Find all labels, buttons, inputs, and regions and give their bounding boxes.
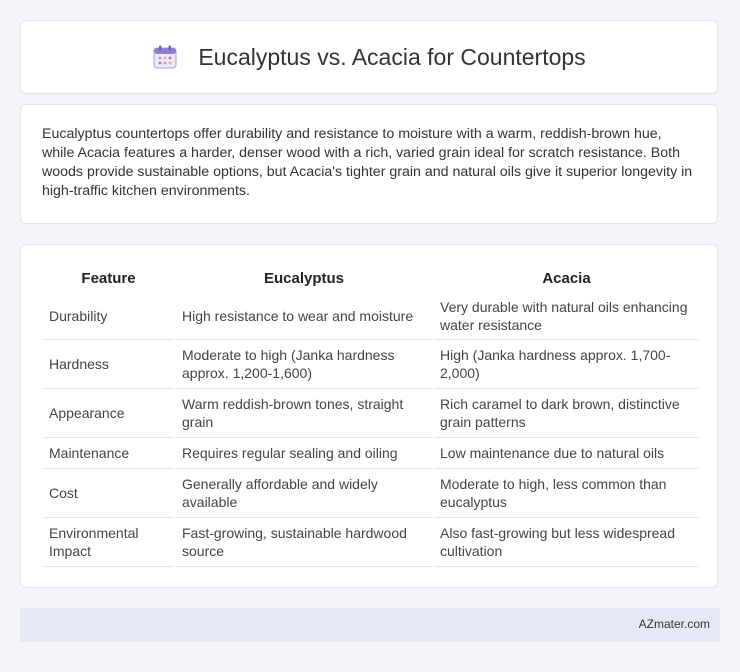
calendar-icon — [152, 44, 178, 70]
header-eucalyptus: Eucalyptus — [263, 270, 345, 287]
page-title: Eucalyptus vs. Acacia for Countertops — [198, 43, 586, 70]
title-card — [20, 20, 718, 94]
footer-bar — [20, 608, 720, 642]
table-row — [43, 389, 699, 438]
intro-card — [20, 104, 718, 224]
eucalyptus-cell: High resistance to wear and moisture — [176, 292, 432, 340]
header-feature: Feature — [81, 270, 136, 287]
feature-cell: Environmental Impact — [43, 518, 174, 567]
acacia-cell: High (Janka hardness approx. 1,700-2,000) — [434, 340, 699, 389]
footer-site-link[interactable]: AZmater.com — [638, 617, 710, 631]
eucalyptus-cell: Requires regular sealing and oiling — [176, 438, 432, 469]
table-row — [43, 469, 699, 518]
eucalyptus-cell: Moderate to high (Janka hardness approx. 1,200-1,600) — [176, 340, 432, 389]
table-row — [43, 292, 699, 340]
feature-cell: Maintenance — [43, 438, 174, 469]
table-row — [43, 340, 699, 389]
comparison-card — [20, 244, 718, 588]
acacia-cell: Rich caramel to dark brown, distinctive grain patterns — [434, 389, 699, 438]
table-header-row — [43, 265, 699, 292]
eucalyptus-cell: Warm reddish-brown tones, straight grain — [176, 389, 432, 438]
acacia-cell: Very durable with natural oils enhancing water resistance — [434, 292, 699, 340]
acacia-cell: Also fast-growing but less widespread cultivation — [434, 518, 699, 567]
table-row — [43, 518, 699, 567]
feature-cell: Durability — [43, 292, 174, 340]
feature-cell: Hardness — [43, 340, 174, 389]
comparison-table — [41, 265, 701, 567]
acacia-cell: Low maintenance due to natural oils — [434, 438, 699, 469]
feature-cell: Cost — [43, 469, 174, 518]
feature-cell: Appearance — [43, 389, 174, 438]
eucalyptus-cell: Generally affordable and widely available — [176, 469, 432, 518]
header-acacia: Acacia — [542, 270, 591, 287]
eucalyptus-cell: Fast-growing, sustainable hardwood source — [176, 518, 432, 567]
acacia-cell: Moderate to high, less common than eucalyptus — [434, 469, 699, 518]
table-row — [43, 438, 699, 469]
intro-paragraph: Eucalyptus countertops offer durability and resistance to moisture with a warm, reddish-brown hue, while Acacia features a harder, denser wood with a rich, varied grain ideal for scratch resistance. Both woods provide sustainable options, but Acacia's tighter grain and natural oils give it superior longevity in high-traffic kitchen environments. — [42, 126, 693, 199]
